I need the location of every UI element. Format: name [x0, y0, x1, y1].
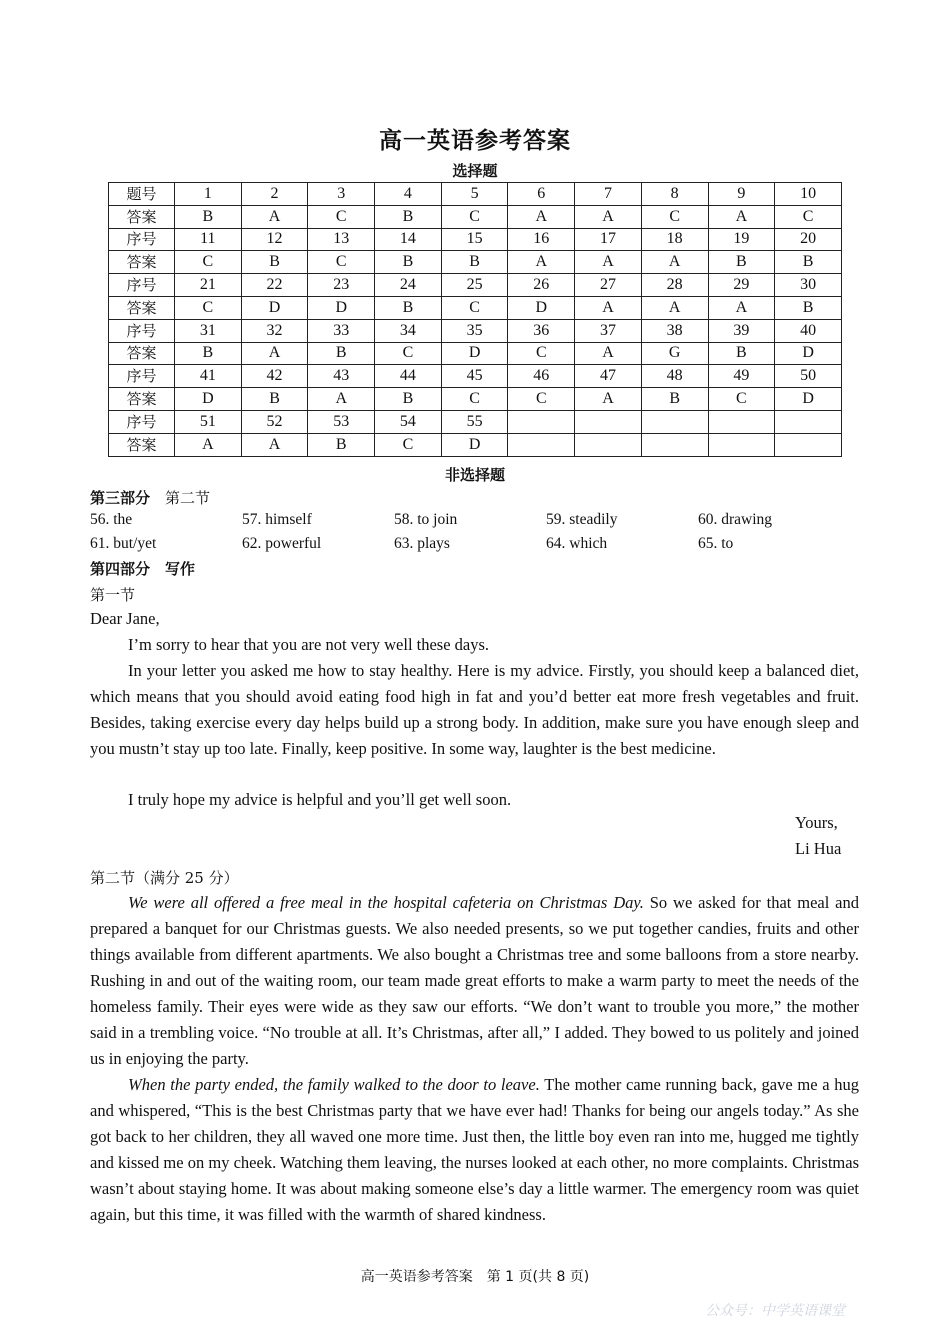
answer-cell: B — [175, 342, 242, 365]
answer-table-row — [109, 388, 842, 411]
answer-cell: C — [175, 251, 242, 274]
answer-cell: A — [575, 296, 642, 319]
answer-cell: 4 — [375, 183, 442, 206]
section2-heading: 第二节（满分 25 分） — [90, 869, 239, 887]
answer-cell: B — [375, 388, 442, 411]
answer-cell: C — [308, 251, 375, 274]
answer-cell: A — [175, 433, 242, 456]
answer-table-row — [109, 342, 842, 365]
page-title: 高一英语参考答案 — [379, 128, 571, 154]
answer-table-row — [109, 205, 842, 228]
answer-cell — [508, 410, 575, 433]
story1-italic: We were all offered a free meal in the hospital cafeteria on Christmas Day. — [128, 893, 644, 912]
answer-cell: B — [375, 205, 442, 228]
answer-cell: A — [241, 205, 308, 228]
answer-62: 62. powerful — [242, 535, 322, 552]
answer-cell: A — [241, 342, 308, 365]
answer-cell: 32 — [241, 319, 308, 342]
answer-table-row — [109, 410, 842, 433]
answer-cell: 10 — [775, 183, 842, 206]
answer-cell: 27 — [575, 274, 642, 297]
row-label: 序号 — [109, 319, 175, 342]
answer-cell: 19 — [708, 228, 775, 251]
answer-63: 63. plays — [394, 535, 450, 552]
answer-cell: A — [508, 251, 575, 274]
answer-cell: A — [575, 388, 642, 411]
story-paragraph-1 — [90, 890, 859, 1072]
answer-cell: B — [775, 251, 842, 274]
answer-cell — [708, 433, 775, 456]
answer-cell: 11 — [175, 228, 242, 251]
answer-cell: 43 — [308, 365, 375, 388]
answer-cell: A — [641, 251, 708, 274]
answer-cell: 53 — [308, 410, 375, 433]
answer-cell: B — [308, 342, 375, 365]
answer-cell: 37 — [575, 319, 642, 342]
answer-cell: 48 — [641, 365, 708, 388]
answer-cell: D — [775, 388, 842, 411]
answer-cell: C — [441, 296, 508, 319]
watermark: 公众号：中学英语课堂 — [705, 1303, 845, 1319]
answer-cell: D — [775, 342, 842, 365]
answer-cell — [641, 433, 708, 456]
answer-cell: D — [441, 433, 508, 456]
answer-cell — [775, 410, 842, 433]
answer-cell — [775, 433, 842, 456]
row-label: 答案 — [109, 205, 175, 228]
answer-cell: 13 — [308, 228, 375, 251]
story1-text: So we asked for that meal and prepared a banquet for our Christmas guests. We also needed presents, so we put together candies, fruits and other things available from different apartments. We also bought a Christmas tree and some balloons from a store nearby. Rushing in and out of the waiting room, our team made great efforts to make a warm party to meet the needs of the homeless family. Their eyes were wide as they saw our efforts. “We don’t want to trouble you more,” the mother said in a trembling voice. “No trouble at all. It’s Christmas, after all,” I added. They bowed to us politely and joined us in enjoying the party. — [90, 893, 859, 1068]
answer-cell: B — [375, 296, 442, 319]
row-label: 答案 — [109, 388, 175, 411]
answer-cell: 6 — [508, 183, 575, 206]
answer-cell: C — [775, 205, 842, 228]
story-paragraph-2 — [90, 1072, 859, 1228]
story2-italic: When the party ended, the family walked to the door to leave. — [128, 1075, 540, 1094]
answer-cell: 34 — [375, 319, 442, 342]
answer-cell: 36 — [508, 319, 575, 342]
answer-cell: C — [375, 433, 442, 456]
answer-cell: 54 — [375, 410, 442, 433]
answer-table-row — [109, 251, 842, 274]
answer-cell: 45 — [441, 365, 508, 388]
answer-cell: B — [241, 251, 308, 274]
answer-60: 60. drawing — [698, 511, 773, 528]
answer-cell: 40 — [775, 319, 842, 342]
answer-cell: B — [308, 433, 375, 456]
row-label: 答案 — [109, 296, 175, 319]
answer-cell: 9 — [708, 183, 775, 206]
answer-cell: 16 — [508, 228, 575, 251]
answer-cell: 8 — [641, 183, 708, 206]
story2-text: The mother came running back, gave me a hug and whispered, “This is the best Christmas party that we have ever had! Thanks for being our angels today.” As she got back to her children, they all waved one more time. Just then, the little boy even ran into me, hugged me tightly and kissed me on my cheek. Watching them leaving, the nurses looked at each other, no more complaints. Christmas wasn’t about staying home. It was about making someone else’s day a little warmer. The emergency room was quiet again, but this time, it was filled with the warmth of shared kindness. — [90, 1075, 860, 1224]
answer-cell: D — [441, 342, 508, 365]
letter-closing: Yours, — [795, 813, 838, 832]
answer-cell — [708, 410, 775, 433]
answer-table-row — [109, 296, 842, 319]
answer-table-row — [109, 274, 842, 297]
answer-cell: 24 — [375, 274, 442, 297]
answer-cell: 22 — [241, 274, 308, 297]
row-label: 序号 — [109, 274, 175, 297]
answer-cell: A — [708, 296, 775, 319]
answer-cell: B — [641, 388, 708, 411]
letter-paragraph-1: I’m sorry to hear that you are not very well these days. — [128, 635, 490, 654]
answer-cell: 25 — [441, 274, 508, 297]
part3-heading — [90, 487, 210, 508]
answer-cell: A — [575, 342, 642, 365]
answer-cell: D — [241, 296, 308, 319]
answer-cell: D — [308, 296, 375, 319]
answer-cell: A — [575, 205, 642, 228]
answer-cell: A — [241, 433, 308, 456]
answer-cell: C — [175, 296, 242, 319]
row-label: 序号 — [109, 365, 175, 388]
answer-cell: 31 — [175, 319, 242, 342]
answer-cell: 21 — [175, 274, 242, 297]
part3-heading-rest: 第二节 — [165, 489, 211, 507]
part3-heading-bold: 第三部分 — [90, 489, 151, 507]
answer-cell — [575, 410, 642, 433]
answer-cell: B — [241, 388, 308, 411]
answer-cell: A — [508, 205, 575, 228]
answer-cell: 5 — [441, 183, 508, 206]
answer-table — [108, 182, 842, 457]
answer-cell: 49 — [708, 365, 775, 388]
answer-cell — [641, 410, 708, 433]
answer-cell: 35 — [441, 319, 508, 342]
answer-cell: 15 — [441, 228, 508, 251]
answer-table-row — [109, 319, 842, 342]
answer-cell: C — [641, 205, 708, 228]
answer-cell: 20 — [775, 228, 842, 251]
answer-cell: 47 — [575, 365, 642, 388]
answer-57: 57. himself — [242, 511, 312, 528]
letter-signature: Li Hua — [795, 839, 842, 858]
answer-cell: 33 — [308, 319, 375, 342]
answer-cell: 38 — [641, 319, 708, 342]
answer-table-row — [109, 183, 842, 206]
choice-heading: 选择题 — [452, 162, 498, 180]
answer-61: 61. but/yet — [90, 535, 157, 552]
row-label: 答案 — [109, 433, 175, 456]
answer-table-row — [109, 228, 842, 251]
answer-cell: 50 — [775, 365, 842, 388]
answer-56: 56. the — [90, 511, 133, 528]
answer-cell — [575, 433, 642, 456]
answer-cell: A — [308, 388, 375, 411]
letter-paragraph-2: In your letter you asked me how to stay healthy. Here is my advice. Firstly, you should keep a balanced diet, which means that you should avoid eating food high in fat and you’d better eat more fresh vegetables and fruit. Besides, taking exercise every day helps build up a strong body. In addition, make sure you have enough sleep and you mustn’t stay up too late. Finally, keep positive. In some way, laughter is the best medicine. — [90, 661, 859, 758]
answer-cell: B — [708, 251, 775, 274]
answer-cell: 3 — [308, 183, 375, 206]
answer-cell: 41 — [175, 365, 242, 388]
answer-cell: 39 — [708, 319, 775, 342]
answer-cell: 18 — [641, 228, 708, 251]
answer-cell: 26 — [508, 274, 575, 297]
answer-cell: 1 — [175, 183, 242, 206]
answer-cell: 23 — [308, 274, 375, 297]
letter-greeting: Dear Jane, — [90, 609, 160, 628]
answer-cell: A — [641, 296, 708, 319]
row-label: 序号 — [109, 228, 175, 251]
answer-64: 64. which — [546, 535, 608, 552]
answer-cell: 44 — [375, 365, 442, 388]
answer-cell: C — [508, 342, 575, 365]
nonchoice-heading: 非选择题 — [444, 466, 505, 484]
answer-58: 58. to join — [394, 511, 458, 528]
answer-cell: D — [175, 388, 242, 411]
answer-cell: B — [775, 296, 842, 319]
answer-cell: 52 — [241, 410, 308, 433]
answer-cell: D — [508, 296, 575, 319]
answer-cell: 42 — [241, 365, 308, 388]
answer-cell: C — [308, 205, 375, 228]
answer-cell: 28 — [641, 274, 708, 297]
answer-cell: C — [441, 388, 508, 411]
row-label: 答案 — [109, 342, 175, 365]
answer-cell — [508, 433, 575, 456]
part3-row1 — [90, 511, 850, 529]
section1-heading: 第一节 — [90, 586, 136, 604]
answer-59: 59. steadily — [546, 511, 618, 528]
row-label: 序号 — [109, 410, 175, 433]
answer-cell: A — [708, 205, 775, 228]
answer-cell: 30 — [775, 274, 842, 297]
answer-cell: B — [441, 251, 508, 274]
answer-cell: 51 — [175, 410, 242, 433]
answer-cell: G — [641, 342, 708, 365]
answer-cell: 55 — [441, 410, 508, 433]
answer-table-row — [109, 365, 842, 388]
answer-cell: 7 — [575, 183, 642, 206]
part4-heading: 第四部分 写作 — [90, 560, 196, 578]
answer-table-row — [109, 433, 842, 456]
answer-65: 65. to — [698, 535, 734, 552]
page-footer: 高一英语参考答案 第 1 页(共 8 页) — [360, 1269, 590, 1285]
answer-cell: 17 — [575, 228, 642, 251]
answer-cell: C — [708, 388, 775, 411]
answer-cell: B — [708, 342, 775, 365]
answer-cell: C — [508, 388, 575, 411]
answer-cell: B — [175, 205, 242, 228]
answer-cell: 12 — [241, 228, 308, 251]
answer-cell: C — [375, 342, 442, 365]
answer-cell: 14 — [375, 228, 442, 251]
answer-cell: 2 — [241, 183, 308, 206]
part3-row2 — [90, 535, 850, 553]
answer-cell: 46 — [508, 365, 575, 388]
answer-cell: C — [441, 205, 508, 228]
answer-cell: B — [375, 251, 442, 274]
letter-paragraph-3: I truly hope my advice is helpful and you’ll get well soon. — [128, 790, 512, 809]
answer-cell: 29 — [708, 274, 775, 297]
row-label: 题号 — [109, 183, 175, 206]
row-label: 答案 — [109, 251, 175, 274]
answer-cell: A — [575, 251, 642, 274]
